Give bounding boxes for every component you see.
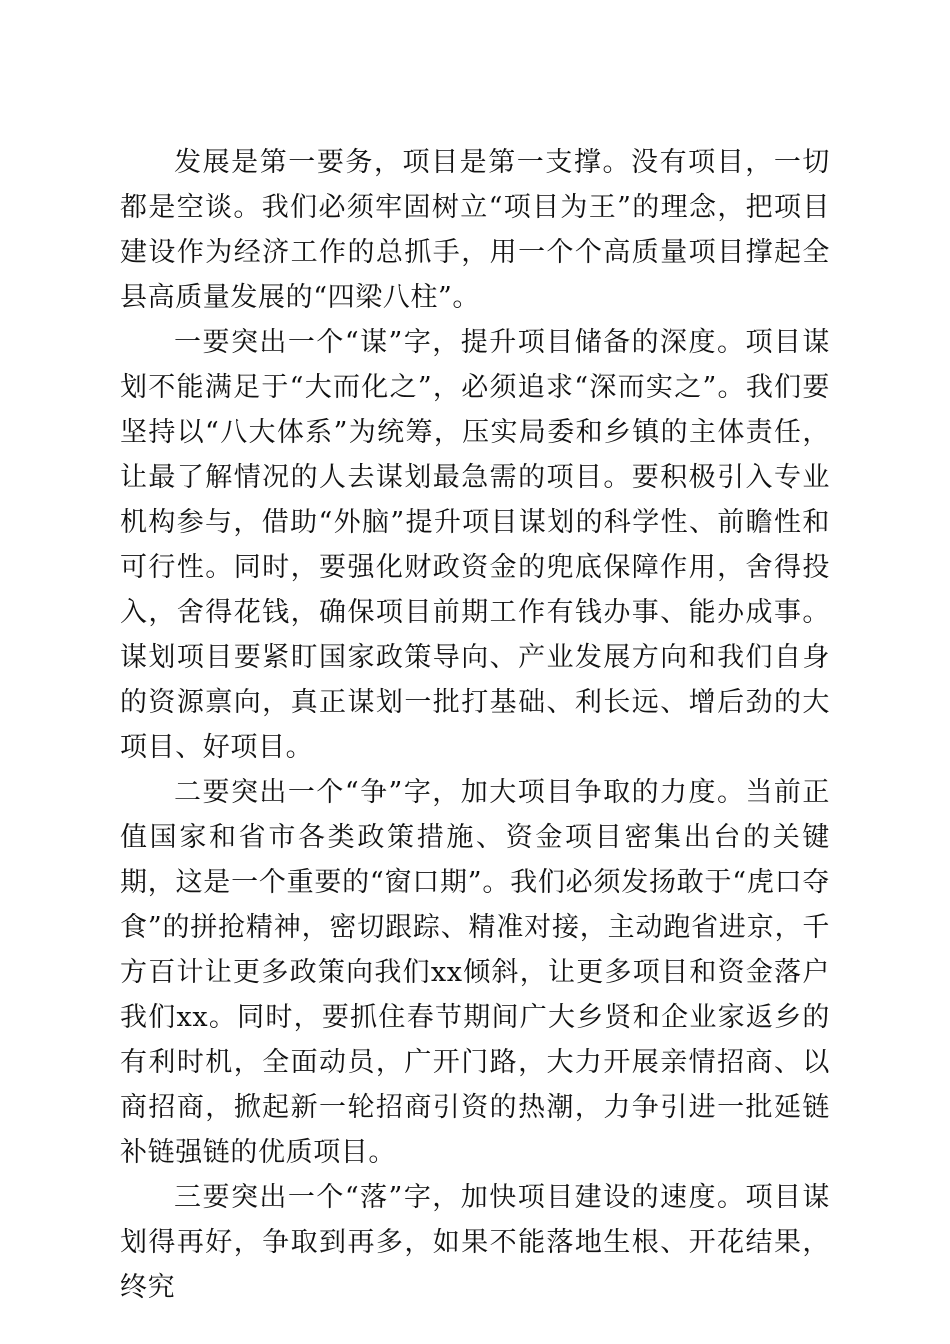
document-body xyxy=(120,140,830,1310)
paragraph-implement: 三要突出一个“落”字，加快项目建设的速度。项目谋划得再好，争取到再多，如果不能落地生根、开花结果，终究 xyxy=(120,1182,830,1303)
paragraph-strive: 二要突出一个“争”字，加大项目争取的力度。当前正值国家和省市各类政策措施、资金项目密集出台的关键期，这是一个重要的“窗口期”。我们必须发扬敢于“虎口夺食”的拼抢精神，密切跟踪、精准对接，主动跑省进京，千方百计让更多政策向我们xx倾斜，让更多项目和资金落户我们xx。同时，要抓住春节期间广大乡贤和企业家返乡的有利时机，全面动员，广开门路，大力开展亲情招商、以商招商，掀起新一轮招商引资的热潮，力争引进一批延链补链强链的优质项目。 xyxy=(120,777,830,1168)
paragraph-intro: 发展是第一要务，项目是第一支撑。没有项目，一切都是空谈。我们必须牢固树立“项目为王”的理念，把项目建设作为经济工作的总抓手，用一个个高质量项目撑起全县高质量发展的“四梁八柱”。 xyxy=(120,147,830,313)
paragraph-plan: 一要突出一个“谋”字，提升项目储备的深度。项目谋划不能满足于“大而化之”，必须追求“深而实之”。我们要坚持以“八大体系”为统筹，压实局委和乡镇的主体责任，让最了解情况的人去谋划最急需的项目。要积极引入专业机构参与，借助“外脑”提升项目谋划的科学性、前瞻性和可行性。同时，要强化财政资金的兜底保障作用，舍得投入，舍得花钱，确保项目前期工作有钱办事、能办成事。谋划项目要紧盯国家政策导向、产业发展方向和我们自身的资源禀向，真正谋划一批打基础、利长远、增后劲的大项目、好项目。 xyxy=(120,327,830,763)
